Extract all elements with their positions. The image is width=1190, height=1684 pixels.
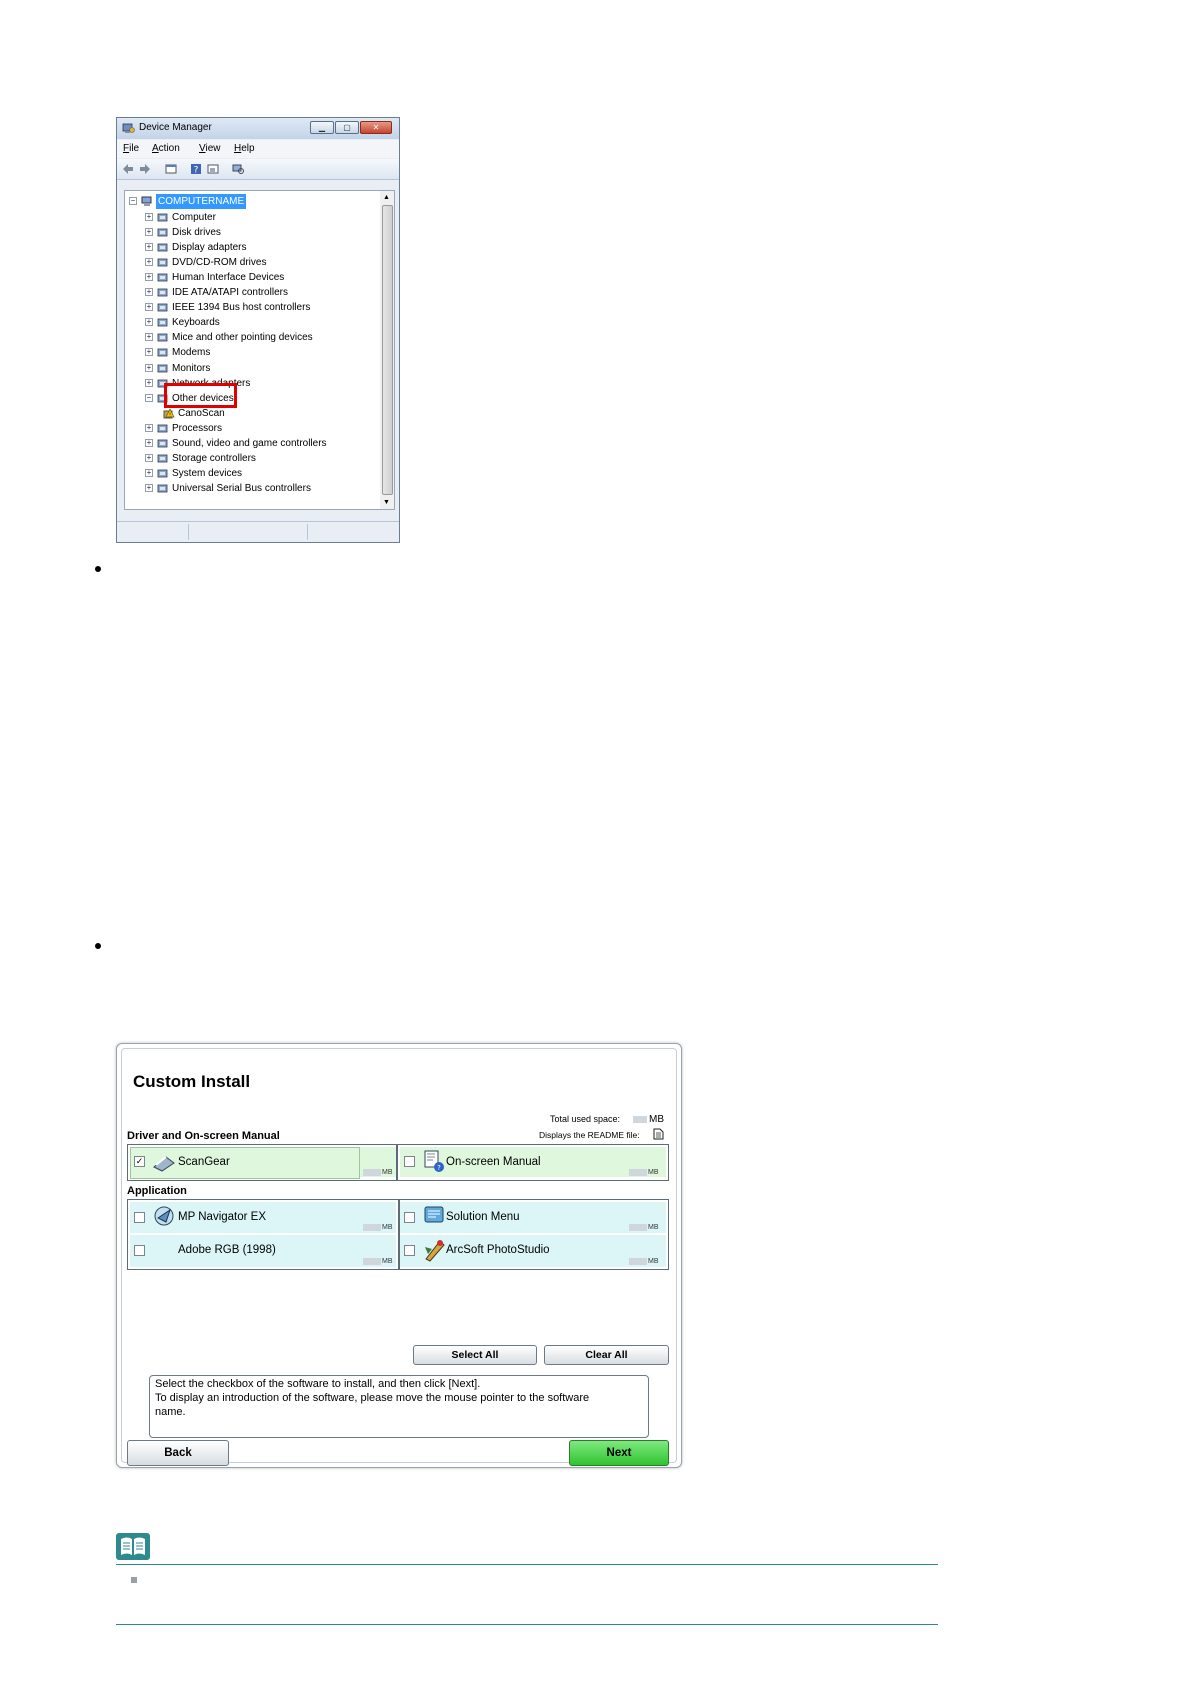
app-cell-adobe-rgb[interactable]: Adobe RGB (1998) MB bbox=[130, 1235, 396, 1267]
tree-node-label[interactable]: Modems bbox=[172, 347, 211, 359]
tree-node[interactable] bbox=[145, 436, 375, 451]
note-book-icon bbox=[116, 1533, 150, 1560]
scroll-down-icon[interactable]: ▼ bbox=[383, 499, 390, 506]
description-line-3: name. bbox=[155, 1406, 186, 1418]
photostudio-icon bbox=[422, 1237, 448, 1263]
total-used-space-label: Total used space: bbox=[550, 1114, 621, 1124]
expand-toggle[interactable]: + bbox=[146, 452, 152, 462]
device-icon bbox=[157, 272, 169, 283]
expand-toggle[interactable]: + bbox=[146, 422, 152, 432]
custom-install-window bbox=[116, 1043, 682, 1468]
description-box bbox=[149, 1375, 649, 1438]
application-grid bbox=[127, 1199, 669, 1270]
vertical-scrollbar[interactable] bbox=[380, 190, 395, 510]
photostudio-label[interactable]: ArcSoft PhotoStudio bbox=[446, 1244, 550, 1256]
warning-device-icon bbox=[163, 408, 175, 419]
expand-toggle[interactable]: + bbox=[146, 272, 152, 282]
note-bullet bbox=[131, 1577, 137, 1583]
tree-node-label[interactable]: Processors bbox=[172, 422, 223, 434]
expand-toggle[interactable]: + bbox=[146, 377, 152, 387]
expand-toggle[interactable]: + bbox=[146, 242, 152, 252]
device-icon bbox=[157, 227, 169, 238]
device-icon bbox=[157, 317, 169, 328]
device-icon bbox=[157, 438, 169, 449]
page-title: Custom Install bbox=[133, 1072, 251, 1091]
menu-bar bbox=[117, 140, 399, 158]
device-icon bbox=[157, 332, 169, 343]
menu-help[interactable]: Help bbox=[234, 143, 255, 154]
description-line-1: Select the checkbox of the software to install, and then click [Next]. bbox=[155, 1378, 481, 1390]
app-cell-solution-menu[interactable]: Solution Menu MB bbox=[400, 1202, 666, 1233]
tree-node-label[interactable]: Keyboards bbox=[172, 317, 220, 329]
solution-menu-checkbox[interactable] bbox=[404, 1212, 415, 1223]
solution-menu-icon bbox=[422, 1204, 448, 1228]
close-button[interactable]: ✕ bbox=[360, 121, 392, 134]
window-icon[interactable] bbox=[207, 163, 219, 175]
device-icon bbox=[157, 212, 169, 223]
tree-node-label[interactable]: IEEE 1394 Bus host controllers bbox=[172, 302, 311, 314]
svg-text:?: ? bbox=[193, 165, 199, 175]
expand-toggle[interactable]: + bbox=[146, 257, 152, 267]
tree-node-label[interactable]: Sound, video and game controllers bbox=[172, 437, 327, 449]
tree-node-label[interactable]: Storage controllers bbox=[172, 452, 256, 464]
scan-hardware-icon[interactable] bbox=[232, 163, 244, 175]
forward-arrow-icon[interactable] bbox=[139, 163, 151, 175]
device-icon bbox=[157, 423, 169, 434]
note-bottom-rule bbox=[116, 1624, 938, 1625]
expand-toggle[interactable]: + bbox=[146, 467, 152, 477]
back-button[interactable]: Back bbox=[127, 1440, 229, 1466]
expand-toggle[interactable]: + bbox=[146, 437, 152, 447]
tree-node-label[interactable]: Network adapters bbox=[172, 377, 251, 389]
tree-node-label[interactable]: Display adapters bbox=[172, 242, 247, 254]
tree-node-label[interactable]: System devices bbox=[172, 467, 243, 479]
clear-all-button[interactable]: Clear All bbox=[544, 1345, 669, 1365]
total-used-space-unit: MB bbox=[649, 1114, 664, 1125]
tree-node[interactable] bbox=[145, 451, 375, 466]
next-button[interactable]: Next bbox=[569, 1440, 669, 1466]
properties-icon[interactable] bbox=[165, 163, 177, 175]
navigator-label[interactable]: MP Navigator EX bbox=[178, 1211, 266, 1223]
manual-icon bbox=[422, 1149, 446, 1173]
device-icon bbox=[157, 363, 169, 374]
menu-action[interactable]: Action bbox=[152, 143, 180, 154]
tree-node-label[interactable]: Monitors bbox=[172, 362, 211, 374]
expand-toggle[interactable]: + bbox=[146, 362, 152, 372]
status-bar bbox=[117, 521, 399, 542]
expand-toggle[interactable]: + bbox=[146, 347, 152, 357]
photostudio-checkbox[interactable] bbox=[404, 1245, 415, 1256]
tree-node[interactable] bbox=[145, 481, 375, 496]
minimize-button[interactable]: ▁ bbox=[310, 121, 334, 134]
navigator-checkbox[interactable] bbox=[134, 1212, 145, 1223]
bullet-1 bbox=[95, 566, 101, 572]
solution-menu-label[interactable]: Solution Menu bbox=[446, 1211, 520, 1223]
device-icon bbox=[157, 257, 169, 268]
back-arrow-icon[interactable] bbox=[122, 163, 134, 175]
menu-file[interactable]: File bbox=[123, 143, 140, 154]
tree-node[interactable] bbox=[145, 466, 375, 481]
tree-node-label[interactable]: DVD/CD-ROM drives bbox=[172, 257, 267, 269]
tree-node[interactable] bbox=[145, 225, 375, 240]
tree-node[interactable] bbox=[145, 361, 375, 376]
tree-node-label[interactable]: Mice and other pointing devices bbox=[172, 332, 313, 344]
window-title: Device Manager bbox=[139, 122, 212, 133]
readme-label: Displays the README file: bbox=[539, 1130, 640, 1140]
device-icon bbox=[157, 483, 169, 494]
section-driver: Driver and On-screen Manual bbox=[127, 1130, 280, 1142]
tree-node[interactable] bbox=[145, 330, 375, 345]
expand-toggle[interactable]: + bbox=[146, 332, 152, 342]
scroll-up-icon[interactable]: ▲ bbox=[383, 194, 390, 201]
device-icon bbox=[157, 468, 169, 479]
device-tree bbox=[124, 190, 382, 510]
navigator-icon bbox=[152, 1204, 178, 1228]
manual-label[interactable]: On-screen Manual bbox=[446, 1156, 541, 1168]
readme-icon[interactable] bbox=[653, 1128, 664, 1140]
tree-node-label[interactable]: Computer bbox=[172, 212, 216, 223]
expand-toggle[interactable]: + bbox=[146, 287, 152, 297]
tree-node[interactable] bbox=[145, 315, 375, 330]
tree-node[interactable] bbox=[145, 300, 375, 315]
app-cell-photostudio[interactable]: ArcSoft PhotoStudio MB bbox=[400, 1235, 666, 1267]
expand-toggle[interactable]: + bbox=[146, 302, 152, 312]
app-cell-navigator[interactable]: MP Navigator EX MB bbox=[130, 1202, 396, 1233]
tree-node-label[interactable]: Human Interface Devices bbox=[172, 272, 285, 284]
driver-cell-scangear[interactable]: ✓ ScanGear MB bbox=[128, 1145, 398, 1180]
tree-node[interactable] bbox=[145, 421, 375, 436]
device-icon bbox=[157, 453, 169, 464]
device-icon bbox=[157, 242, 169, 253]
menu-view[interactable]: View bbox=[199, 143, 221, 154]
tree-root[interactable] bbox=[129, 194, 369, 209]
highlight-box bbox=[164, 383, 237, 408]
driver-cell-manual[interactable]: ? On-screen Manual MB bbox=[400, 1145, 668, 1180]
expand-toggle[interactable]: + bbox=[146, 212, 152, 221]
tree-node-label[interactable]: Other devices bbox=[172, 392, 234, 404]
adobe-rgb-checkbox[interactable] bbox=[134, 1245, 145, 1256]
driver-grid bbox=[127, 1144, 669, 1181]
svg-text:?: ? bbox=[437, 1164, 441, 1172]
root-label[interactable]: COMPUTERNAME bbox=[158, 196, 245, 207]
tree-node[interactable] bbox=[145, 210, 375, 225]
tree-node-label[interactable]: IDE ATA/ATAPI controllers bbox=[172, 287, 288, 299]
scanner-icon bbox=[152, 1151, 176, 1173]
collapse-toggle[interactable]: − bbox=[146, 392, 152, 402]
tree-node[interactable] bbox=[145, 270, 375, 285]
scangear-checkbox[interactable]: ✓ bbox=[135, 1156, 144, 1166]
bullet-2 bbox=[95, 943, 101, 949]
tree-node-label[interactable]: CanoScan bbox=[178, 407, 225, 419]
toolbar bbox=[117, 159, 399, 180]
tree-node-label[interactable]: Universal Serial Bus controllers bbox=[172, 482, 311, 494]
manual-checkbox[interactable] bbox=[404, 1156, 415, 1167]
device-icon bbox=[157, 302, 169, 313]
device-manager-window bbox=[116, 117, 400, 543]
tree-node[interactable] bbox=[145, 345, 375, 360]
scroll-thumb[interactable] bbox=[382, 205, 393, 495]
device-icon bbox=[157, 287, 169, 298]
help-icon[interactable] bbox=[190, 163, 202, 175]
expand-toggle[interactable]: + bbox=[146, 227, 152, 237]
collapse-toggle[interactable]: − bbox=[130, 196, 136, 205]
select-all-button[interactable]: Select All bbox=[413, 1345, 537, 1365]
description-line-2: To display an introduction of the software, please move the mouse pointer to the software bbox=[155, 1392, 590, 1404]
expand-toggle[interactable]: + bbox=[146, 317, 152, 327]
svg-text:!: ! bbox=[168, 412, 172, 419]
note-top-rule bbox=[116, 1564, 938, 1565]
computer-icon bbox=[141, 196, 153, 207]
tree-node[interactable] bbox=[145, 255, 375, 270]
device-manager-icon bbox=[122, 122, 135, 134]
tree-node-label[interactable]: Disk drives bbox=[172, 227, 221, 239]
maximize-button[interactable]: ▢ bbox=[335, 121, 359, 134]
tree-node[interactable] bbox=[145, 285, 375, 300]
adobe-rgb-label[interactable]: Adobe RGB (1998) bbox=[178, 1244, 276, 1256]
title-bar bbox=[117, 118, 399, 139]
device-icon bbox=[157, 347, 169, 358]
tree-node[interactable] bbox=[145, 240, 375, 255]
expand-toggle[interactable]: + bbox=[146, 482, 152, 492]
scangear-label[interactable]: ScanGear bbox=[178, 1156, 230, 1168]
section-application: Application bbox=[127, 1185, 187, 1197]
